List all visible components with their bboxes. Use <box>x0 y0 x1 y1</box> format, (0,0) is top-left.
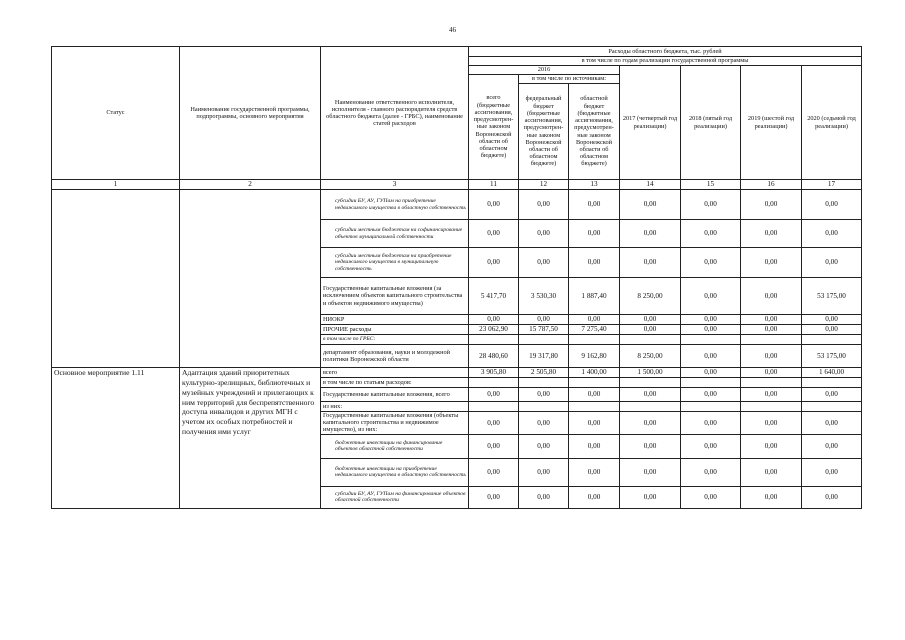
header-program-name: Наименование государственной программы, подпрограммы, основного мероприятия <box>180 47 321 180</box>
column-number: 15 <box>681 180 741 190</box>
value-cell: 0,00 <box>802 190 862 220</box>
value-cell: 0,00 <box>469 458 519 486</box>
value-cell <box>519 402 569 412</box>
value-cell: 0,00 <box>519 486 569 508</box>
value-cell: 0,00 <box>620 486 681 508</box>
value-cell: 0,00 <box>681 190 741 220</box>
value-cell: 0,00 <box>569 220 620 248</box>
value-cell: 1 887,40 <box>569 278 620 315</box>
value-cell: 0,00 <box>620 190 681 220</box>
value-cell: 0,00 <box>741 434 802 458</box>
table-row <box>52 368 862 378</box>
row-label: Государственные капитальные вложения (за исключением объектов капитального строительства и объектов недвижимого имущества) <box>321 278 469 315</box>
value-cell: 0,00 <box>620 458 681 486</box>
value-cell: 0,00 <box>741 458 802 486</box>
value-cell: 0,00 <box>802 388 862 402</box>
program-cell-empty <box>180 190 321 368</box>
value-cell: 0,00 <box>469 315 519 325</box>
value-cell <box>802 402 862 412</box>
value-cell: 7 275,40 <box>569 325 620 335</box>
value-cell: 0,00 <box>681 388 741 402</box>
value-cell: 0,00 <box>681 486 741 508</box>
value-cell: 0,00 <box>802 412 862 435</box>
row-label: бюджетные инвестиции на приобретение недвижимого имущества в областную собственность <box>321 458 469 486</box>
column-numbers-row <box>52 180 862 190</box>
row-label: департамент образования, науки и молодежной политики Воронежской области <box>321 345 469 368</box>
value-cell: 1 500,00 <box>620 368 681 378</box>
value-cell: 0,00 <box>519 248 569 278</box>
value-cell: 0,00 <box>741 220 802 248</box>
value-cell: 0,00 <box>620 412 681 435</box>
row-label: из них: <box>321 402 469 412</box>
row-label: субсидии местным бюджетам на приобретение недвижимого имущества в муниципальную собственность <box>321 248 469 278</box>
value-cell: 0,00 <box>681 458 741 486</box>
table-row <box>52 190 862 220</box>
value-cell <box>681 402 741 412</box>
value-cell: 8 250,00 <box>620 278 681 315</box>
value-cell <box>681 378 741 388</box>
value-cell: 0,00 <box>802 458 862 486</box>
row-label: НИОКР <box>321 315 469 325</box>
value-cell: 0,00 <box>469 412 519 435</box>
value-cell: 0,00 <box>802 434 862 458</box>
header-2018: 2018 (пятый год реализации) <box>681 66 741 180</box>
value-cell: 0,00 <box>469 248 519 278</box>
header-year-2016: 2016 <box>469 66 620 75</box>
header-budget-title: Расходы областного бюджета, тыс. рублей <box>469 47 862 57</box>
row-label: субсидии БУ, АУ, ГУПам на финансирование объектов областной собственности <box>321 486 469 508</box>
value-cell: 28 480,60 <box>469 345 519 368</box>
value-cell: 0,00 <box>681 220 741 248</box>
value-cell: 53 175,00 <box>802 278 862 315</box>
value-cell: 0,00 <box>620 315 681 325</box>
value-cell: 0,00 <box>469 434 519 458</box>
value-cell <box>569 335 620 345</box>
value-cell: 0,00 <box>741 388 802 402</box>
value-cell: 0,00 <box>741 368 802 378</box>
value-cell: 0,00 <box>741 486 802 508</box>
value-cell: 0,00 <box>469 220 519 248</box>
value-cell: 53 175,00 <box>802 345 862 368</box>
value-cell <box>569 378 620 388</box>
value-cell <box>620 402 681 412</box>
header-executor: Наименование ответственного исполнителя, исполнителя - главного распорядителя средств областного бюджета (далее - ГРБС), наименование статей расходов <box>321 47 469 180</box>
header-2019: 2019 (шестой год реализации) <box>741 66 802 180</box>
value-cell: 0,00 <box>569 458 620 486</box>
value-cell: 2 505,80 <box>519 368 569 378</box>
value-cell: 0,00 <box>519 315 569 325</box>
row-label: бюджетные инвестиции на финансирование объектов областной собственности <box>321 434 469 458</box>
value-cell <box>469 378 519 388</box>
value-cell <box>620 335 681 345</box>
value-cell: 19 317,80 <box>519 345 569 368</box>
value-cell: 0,00 <box>569 248 620 278</box>
column-number: 17 <box>802 180 862 190</box>
value-cell: 0,00 <box>802 486 862 508</box>
value-cell: 0,00 <box>620 388 681 402</box>
value-cell <box>519 335 569 345</box>
value-cell: 15 787,50 <box>519 325 569 335</box>
value-cell <box>741 402 802 412</box>
header-sources: в том числе по источникам: <box>519 75 620 84</box>
value-cell: 0,00 <box>519 220 569 248</box>
column-number: 2 <box>180 180 321 190</box>
value-cell: 0,00 <box>681 325 741 335</box>
value-cell <box>802 378 862 388</box>
value-cell: 0,00 <box>741 325 802 335</box>
header-years-by-program: в том числе по годам реализации государственной программы <box>469 57 862 66</box>
header-2017: 2017 (четвертый год реализации) <box>620 66 681 180</box>
value-cell: 0,00 <box>741 190 802 220</box>
value-cell: 0,00 <box>681 278 741 315</box>
header-total: всего (бюджетные ассигнования, предусмотрен-ные законом Воронежской области об областном бюджете) <box>469 75 519 180</box>
value-cell: 0,00 <box>620 248 681 278</box>
value-cell <box>569 402 620 412</box>
value-cell <box>741 335 802 345</box>
value-cell: 0,00 <box>681 315 741 325</box>
value-cell <box>681 335 741 345</box>
row-label: ПРОЧИЕ расходы <box>321 325 469 335</box>
value-cell: 0,00 <box>569 412 620 435</box>
value-cell: 0,00 <box>681 345 741 368</box>
value-cell: 0,00 <box>741 278 802 315</box>
value-cell <box>469 335 519 345</box>
column-number: 16 <box>741 180 802 190</box>
value-cell: 0,00 <box>519 434 569 458</box>
header-federal: федеральный бюджет (бюджетные ассигнования, предусмотрен-ные законом Воронежской области об областном бюджете) <box>519 84 569 180</box>
value-cell: 0,00 <box>569 315 620 325</box>
value-cell: 1 640,00 <box>802 368 862 378</box>
value-cell: 0,00 <box>569 486 620 508</box>
value-cell: 0,00 <box>519 412 569 435</box>
value-cell: 0,00 <box>569 434 620 458</box>
page-number: 46 <box>449 26 456 34</box>
value-cell: 9 162,80 <box>569 345 620 368</box>
value-cell <box>620 378 681 388</box>
value-cell: 0,00 <box>620 325 681 335</box>
header-regional: областной бюджет (бюджетные ассигнования, предусмотрен-ные законом Воронежской области об областном бюджете) <box>569 84 620 180</box>
value-cell: 0,00 <box>681 248 741 278</box>
value-cell: 0,00 <box>519 388 569 402</box>
row-label: субсидии местным бюджетам на софинансирование объектов муниципальной собственности <box>321 220 469 248</box>
value-cell <box>519 378 569 388</box>
column-number: 1 <box>52 180 180 190</box>
value-cell: 0,00 <box>569 190 620 220</box>
row-label: всего <box>321 368 469 378</box>
budget-table <box>51 46 862 509</box>
row-label: Государственные капитальные вложения (объекты капитального строительства и недвижимое имущество), из них: <box>321 412 469 435</box>
value-cell <box>469 402 519 412</box>
row-label: Государственные капитальные вложения, всего <box>321 388 469 402</box>
value-cell: 3 905,80 <box>469 368 519 378</box>
value-cell: 0,00 <box>802 325 862 335</box>
value-cell: 0,00 <box>802 315 862 325</box>
value-cell: 0,00 <box>741 345 802 368</box>
value-cell <box>741 378 802 388</box>
value-cell: 23 062,90 <box>469 325 519 335</box>
value-cell: 0,00 <box>519 458 569 486</box>
value-cell: 0,00 <box>519 190 569 220</box>
header-status: Статус <box>52 47 180 180</box>
value-cell: 0,00 <box>681 368 741 378</box>
status-cell-empty <box>52 190 180 368</box>
program-name-cell: Адаптация зданий приоритетных культурно-зрелищных, библиотечных и музейных учреждений и прилегающих к ним территорий для беспрепятственного доступа инвалидов и других МГН с учетом их особых потребностей и получения ими услуг <box>180 368 321 509</box>
value-cell: 1 400,00 <box>569 368 620 378</box>
row-label: в том числе по статьям расходов: <box>321 378 469 388</box>
status-cell: Основное мероприятие 1.11 <box>52 368 180 509</box>
value-cell: 0,00 <box>681 412 741 435</box>
column-number: 3 <box>321 180 469 190</box>
value-cell: 0,00 <box>469 190 519 220</box>
value-cell: 0,00 <box>802 220 862 248</box>
value-cell: 0,00 <box>741 248 802 278</box>
value-cell: 0,00 <box>569 388 620 402</box>
column-number: 12 <box>519 180 569 190</box>
value-cell: 0,00 <box>469 388 519 402</box>
value-cell: 0,00 <box>620 434 681 458</box>
row-label: субсидии БУ, АУ, ГУПам на приобретение недвижимого имущества в областную собственность <box>321 190 469 220</box>
column-number: 11 <box>469 180 519 190</box>
value-cell: 5 417,70 <box>469 278 519 315</box>
row-label: в том числе по ГРБС: <box>321 335 469 345</box>
value-cell: 8 250,00 <box>620 345 681 368</box>
value-cell: 0,00 <box>469 486 519 508</box>
value-cell: 0,00 <box>802 248 862 278</box>
value-cell: 0,00 <box>620 220 681 248</box>
value-cell: 0,00 <box>741 315 802 325</box>
value-cell: 0,00 <box>681 434 741 458</box>
value-cell <box>802 335 862 345</box>
header-2020: 2020 (седьмой год реализации) <box>802 66 862 180</box>
value-cell: 0,00 <box>741 412 802 435</box>
column-number: 13 <box>569 180 620 190</box>
value-cell: 3 530,30 <box>519 278 569 315</box>
column-number: 14 <box>620 180 681 190</box>
